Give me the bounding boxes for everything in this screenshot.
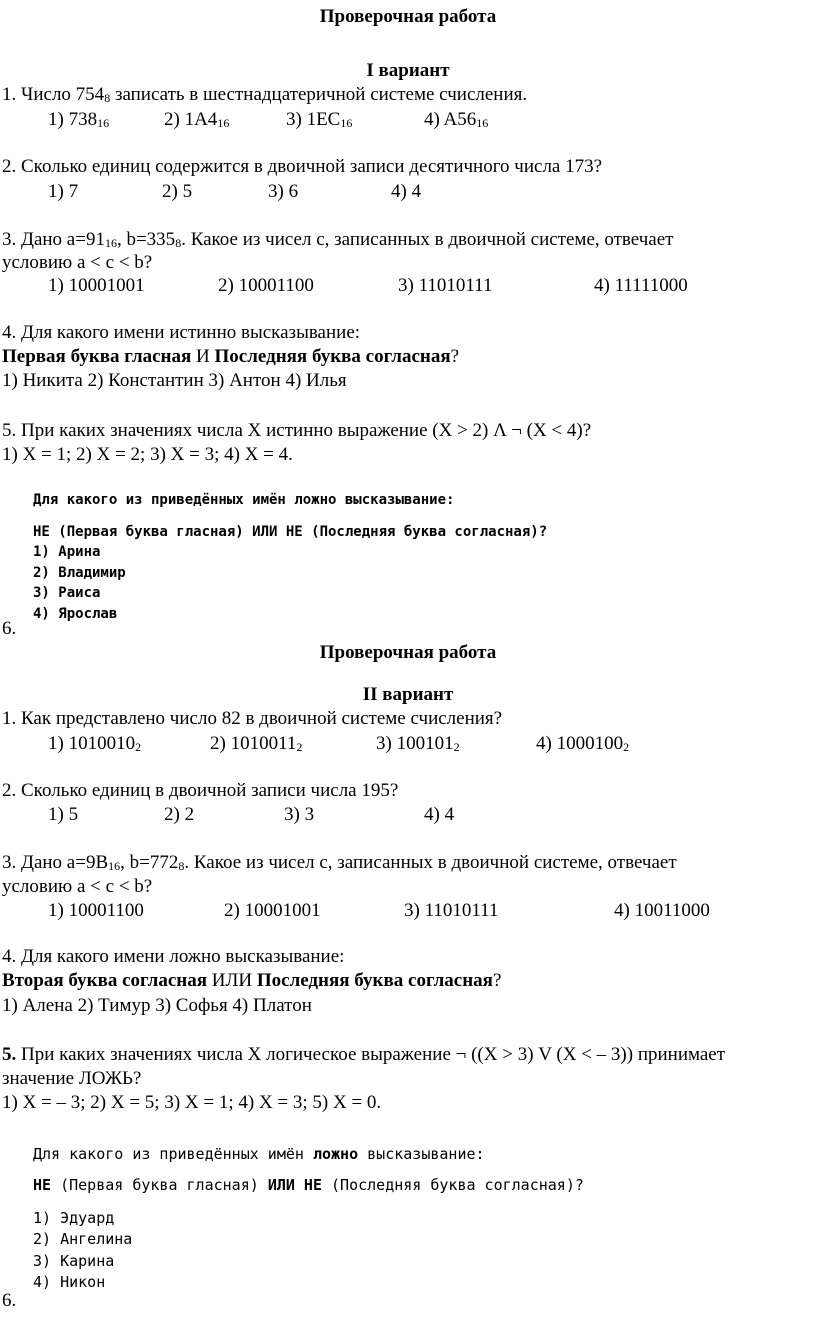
v2-q4-options: 1) Алена 2) Тимур 3) Софья 4) Платон [2, 995, 312, 1016]
v2-q1-text: 1. Как представлено число 82 в двоичной системе счисления? [2, 708, 503, 729]
v2-q6-option-3: 3) Карина [33, 1252, 115, 1270]
v1-q4-options: 1) Никита 2) Константин 3) Антон 4) Илья [2, 370, 347, 391]
v2-q3-options [0, 900, 816, 924]
v2-q3-option-1: 1) 10001100 [48, 900, 144, 921]
v1-q6-option-2: 2) Владимир [33, 565, 126, 581]
v1-q1-option-4: 4) $A56_{16}$ [424, 109, 489, 130]
v2-variant: II вариант [362, 684, 454, 705]
v2-q5-options: 1) X = – 3; 2) X = 5; 3) X = 1; 4) X = 3; 5) X = 0. [2, 1092, 382, 1113]
v2-q4-statement: Вторая буква согласная ИЛИ Последняя буква согласная? [2, 970, 502, 991]
v2-q3-text: 3. Дано $a=9B_{16}$, $b=772_8$. Какое из чисел с, записанных в двоичной системе, отвечает [2, 852, 677, 873]
v2-q5-text-line2: значение ЛОЖЬ? [2, 1068, 142, 1089]
v2-q1-option-2: 2) $1010011_2$ [210, 733, 303, 754]
v1-q1-option-1: 1) $738_{16}$ [48, 109, 110, 130]
v1-q6-option-3: 3) Раиса [33, 585, 101, 601]
v2-q6-intro: Для какого из приведённых имён ложно высказывание: [33, 1145, 485, 1163]
v2-q3-option-3: 3) 11010111 [404, 900, 499, 921]
v1-q2-option-2: 2) 5 [162, 181, 193, 202]
v2-q1-option-4: 4) $1000100_2$ [536, 733, 630, 754]
v2-q2-option-3: 3) 3 [284, 804, 315, 825]
v1-variant: I вариант [366, 60, 450, 81]
v1-q2-options [0, 181, 816, 205]
v1-q3-option-1: 1) 10001001 [48, 275, 145, 296]
v1-q5-text: 5. При каких значениях числа X истинно выражение (X > 2) Λ ¬ (X < 4)? [2, 420, 592, 441]
v1-q1-option-2: 2) $1A4_{16}$ [164, 109, 230, 130]
v2-q5-text: 5. При каких значениях числа X логическое выражение ¬ ((X > 3) V (X < – 3)) принимает [2, 1044, 726, 1065]
v1-q1-option-3: 3) $1EC_{16}$ [286, 109, 353, 130]
v2-q3-text-line2: условию a < c < b? [2, 876, 153, 897]
v1-q4-statement: Первая буква гласная И Последняя буква согласная? [2, 346, 460, 367]
v1-q2-text: 2. Сколько единиц содержится в двоичной записи десятичного числа 173? [2, 156, 603, 177]
v1-q4-text: 4. Для какого имени истинно высказывание: [2, 322, 361, 343]
v1-q3-text-line2: условию a < c < b? [2, 252, 153, 273]
v1-q2-option-1: 1) 7 [48, 181, 79, 202]
v1-q6-option-1: 1) Арина [33, 544, 101, 560]
v1-q5-options: 1) X = 1; 2) X = 2; 3) X = 3; 4) X = 4. [2, 444, 293, 465]
v1-q2-option-3: 3) 6 [268, 181, 299, 202]
v2-title: Проверочная работа [319, 642, 497, 663]
v2-q2-option-4: 4) 4 [424, 804, 455, 825]
v2-q2-option-2: 2) 2 [164, 804, 195, 825]
v1-q6-option-4: 4) Ярослав [33, 606, 118, 622]
v1-title: Проверочная работа [319, 6, 497, 27]
v1-q6-intro: Для какого из приведённых имён ложно высказывание: [33, 492, 455, 508]
v1-q3-text: 3. Дано $a=91_{16}$, $b=335_8$. Какое из чисел с, записанных в двоичной системе, отвечает [2, 229, 674, 250]
v1-q3-options [0, 275, 816, 299]
v1-q6-expression: НЕ (Первая буква гласная) ИЛИ НЕ (Последняя буква согласная)? [33, 524, 548, 540]
v2-q6-number: 6. [2, 1290, 17, 1311]
v2-q3-option-4: 4) 10011000 [614, 900, 710, 921]
v1-q2-option-4: 4) 4 [391, 181, 422, 202]
v2-q1-options [0, 733, 816, 757]
v2-q6-option-1: 1) Эдуард [33, 1209, 115, 1227]
v2-q1-option-3: 3) $100101_2$ [376, 733, 460, 754]
v2-q2-text: 2. Сколько единиц в двоичной записи числа 195? [2, 780, 399, 801]
v1-q6-number: 6. [2, 618, 17, 639]
v2-q3-option-2: 2) 10001001 [224, 900, 321, 921]
v2-q1-option-1: 1) $1010010_2$ [48, 733, 142, 754]
v1-q3-option-3: 3) 11010111 [398, 275, 493, 296]
v2-q6-option-2: 2) Ангелина [33, 1230, 133, 1248]
v2-q2-option-1: 1) 5 [48, 804, 79, 825]
v2-q4-text: 4. Для какого имени ложно высказывание: [2, 946, 345, 967]
v2-q6-option-4: 4) Никон [33, 1273, 106, 1291]
v1-q1-options [0, 109, 816, 133]
v1-q1-text: 1. Число $754_8$ записать в шестнадцатеричной системе счисления. [2, 84, 528, 105]
v1-q3-option-4: 4) 11111000 [594, 275, 688, 296]
v2-q2-options [0, 804, 816, 828]
v1-q3-option-2: 2) 10001100 [218, 275, 314, 296]
v2-q6-expression: НЕ (Первая буква гласная) ИЛИ НЕ (Последняя буква согласная)? [33, 1176, 584, 1194]
